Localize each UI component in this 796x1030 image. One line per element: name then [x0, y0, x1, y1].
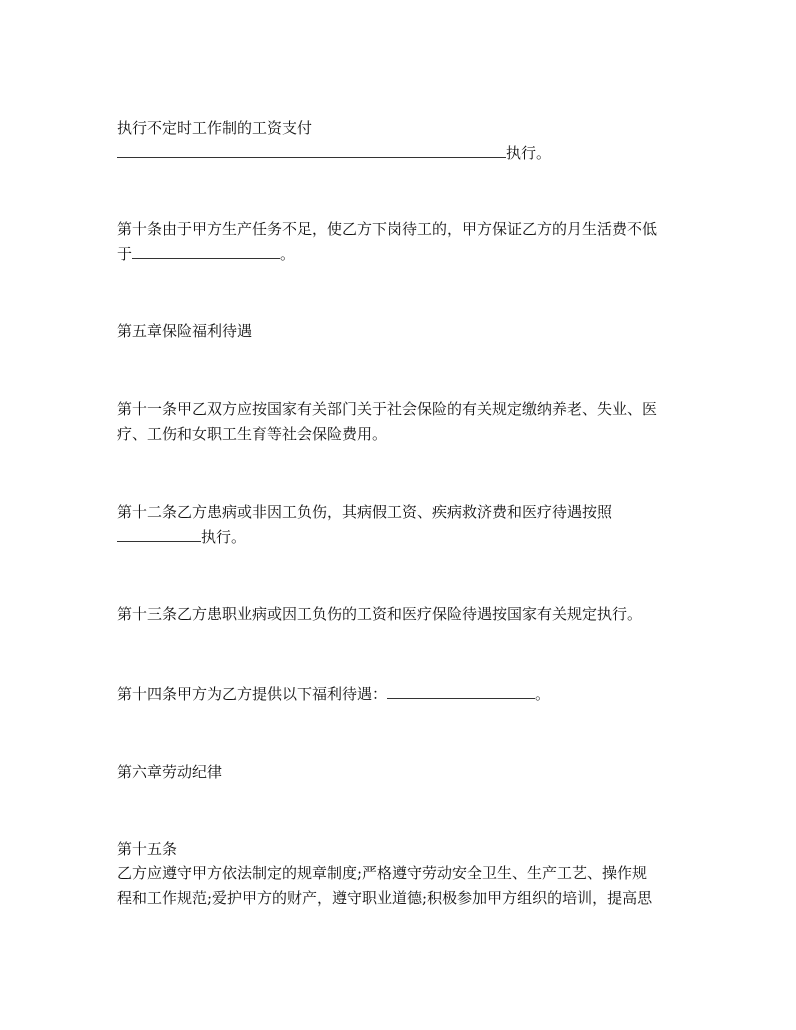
- paragraph-line: 疗、工伤和女职工生育等社会保险费用。: [117, 425, 388, 443]
- paragraph-line: [117, 243, 295, 264]
- paragraph-text: 执行。: [201, 528, 247, 546]
- paragraph-line: 第十三条乙方患职业病或因工负伤的工资和医疗保险待遇按国家有关规定执行。: [117, 605, 643, 623]
- paragraph-line: 程和工作规范;爱护甲方的财产，遵守职业道德;积极参加甲方组织的培训，提高思: [117, 889, 653, 907]
- paragraph-line: [117, 142, 551, 163]
- paragraph-text: 。: [280, 245, 296, 263]
- chapter-title: 第六章劳动纪律: [117, 763, 223, 781]
- paragraph-text: 执行。: [506, 144, 552, 162]
- paragraph-text: 。: [535, 685, 551, 703]
- fill-in-blank: [387, 683, 535, 699]
- paragraph-line: 第十一条甲乙双方应按国家有关部门关于社会保险的有关规定缴纳养老、失业、医: [117, 400, 658, 418]
- paragraph-text: 于: [117, 245, 133, 263]
- fill-in-blank: [117, 142, 506, 158]
- paragraph-line: 执行不定时工作制的工资支付: [117, 119, 313, 137]
- fill-in-blank: [132, 243, 280, 259]
- paragraph-line: 第十条由于甲方生产任务不足，使乙方下岗待工的，甲方保证乙方的月生活费不低: [117, 220, 658, 238]
- paragraph-line: [117, 683, 550, 704]
- paragraph-line: 乙方应遵守甲方依法制定的规章制度;严格遵守劳动安全卫生、生产工艺、操作规: [117, 864, 648, 882]
- paragraph-line: 第十二条乙方患病或非因工负伤，其病假工资、疾病救济费和医疗待遇按照: [117, 503, 613, 521]
- chapter-title: 第五章保险福利待遇: [117, 322, 253, 340]
- paragraph-line: 第十五条: [117, 840, 178, 858]
- paragraph-text: 第十四条甲方为乙方提供以下福利待遇：: [117, 685, 388, 703]
- paragraph-line: [117, 526, 246, 547]
- fill-in-blank: [117, 526, 201, 542]
